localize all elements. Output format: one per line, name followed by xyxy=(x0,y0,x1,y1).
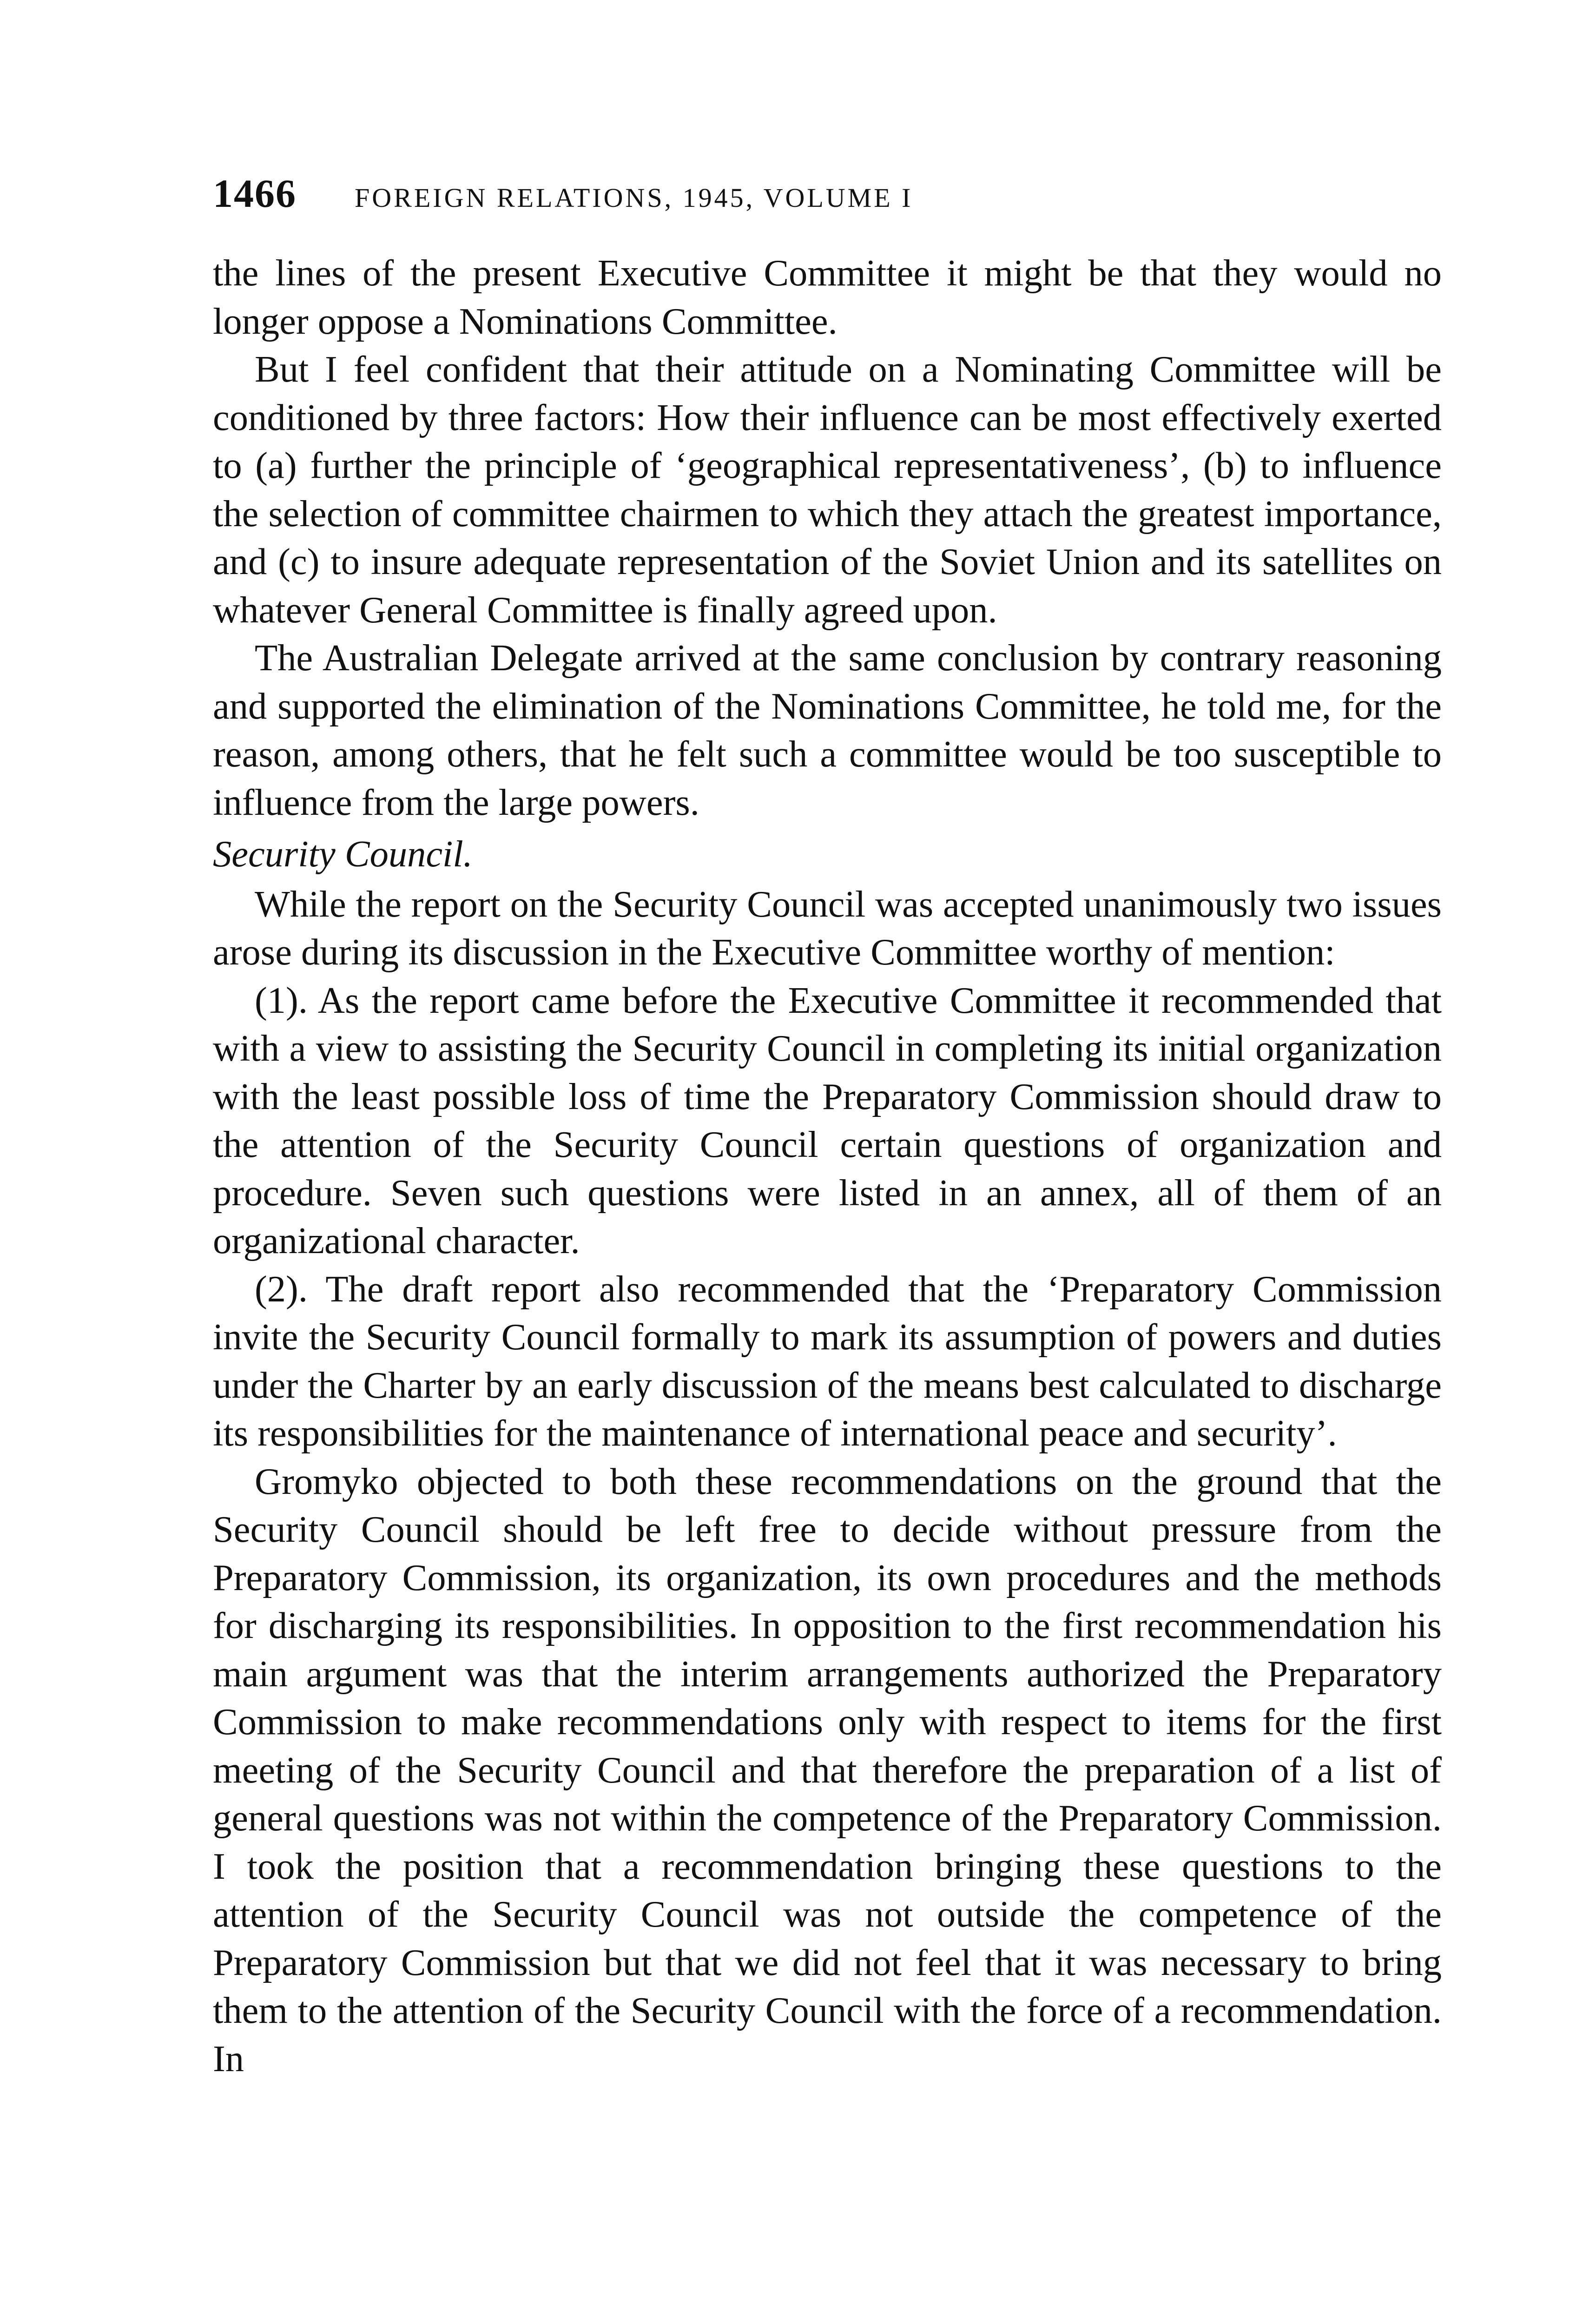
paragraph-australian-delegate: The Australian Delegate arrived at the same conclusion by contrary reasoning and supported the elimination of the Nominations Committee, he told me, for the reason, among others, that he felt such a committee would be too susceptible to influence from the large powers. xyxy=(213,637,1442,823)
paragraph-nominating-committee: But I feel confident that their attitude on a Nominating Committee will be conditioned by three factors: How their influence can be most effectively exerted to (a) further the principle of ‘geographical representativeness’, (b) to influence the selection of committee chairmen to which they attach the greatest importance, and (c) to insure adequate representation of the Soviet Union and its satellites on whatever General Committee is finally agreed upon. xyxy=(213,349,1442,631)
paragraph-gromyko-objection: Gromyko objected to both these recommendations on the ground that the Security Council should be left free to decide without pressure from the Preparatory Commission, its organization, its own procedures and the methods for discharging its responsibilities. In opposition to the first recommendation his main argument was that the interim arrangements authorized the Preparatory Commission to make recommendations only with respect to items for the first meeting of the Security Council and that therefore the preparation of a list of general questions was not within the competence of the Preparatory Commission. I took the position that a recommendation bringing these questions to the attention of the Security Council was not outside the competence of the Preparatory Commission but that we did not feel that it was necessary to bring them to the attention of the Security Council with the force of a recommendation. In xyxy=(213,1460,1442,2080)
page-header xyxy=(213,170,1442,226)
paragraph-continuation: the lines of the present Executive Committee it might be that they would no longer oppose a Nominations Committee. xyxy=(213,252,1442,342)
section-heading-security-council: Security Council. xyxy=(213,833,473,875)
page-number: 1466 xyxy=(213,171,297,216)
document-page xyxy=(213,170,1442,2083)
running-head: FOREIGN RELATIONS, 1945, VOLUME I xyxy=(355,183,913,213)
body-text xyxy=(213,249,1442,2083)
paragraph-security-council-report: While the report on the Security Council was accepted unanimously two issues arose during its discussion in the Executive Committee worthy of mention: xyxy=(213,883,1442,973)
paragraph-recommendation-1: (1). As the report came before the Executive Committee it recommended that with a view to assisting the Security Council in completing its initial organization with the least possible loss of time the Preparatory Commission should draw to the attention of the Security Council certain questions of organization and procedure. Seven such questions were listed in an annex, all of them of an organizational character. xyxy=(213,979,1442,1261)
paragraph-recommendation-2: (2). The draft report also recommended that the ‘Preparatory Commission invite the Security Council formally to mark its assumption of powers and duties under the Charter by an early discussion of the means best calculated to discharge its responsibilities for the maintenance of international peace and security’. xyxy=(213,1268,1442,1454)
